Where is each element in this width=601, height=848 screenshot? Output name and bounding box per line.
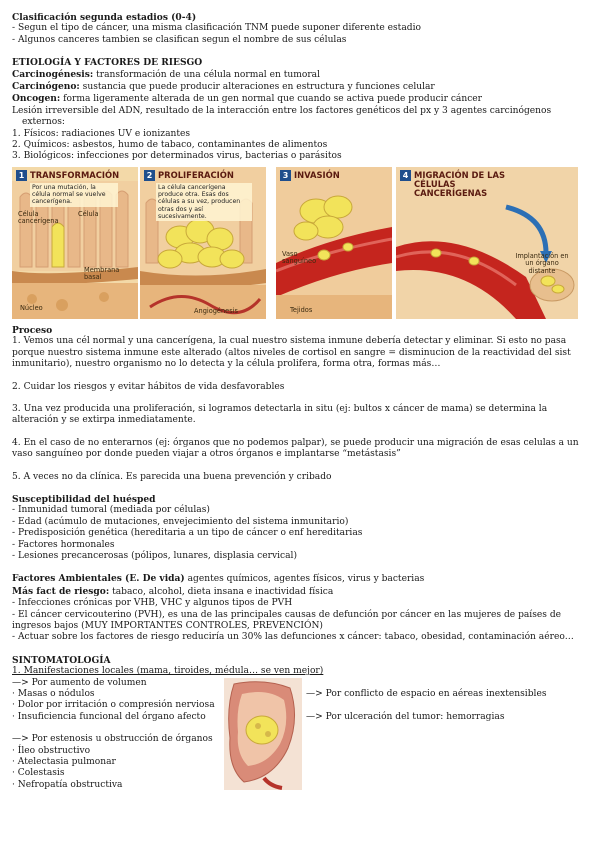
mas-factores [12, 586, 589, 598]
term-carcinogenesis: Carcinogénesis: [12, 68, 94, 80]
right-ulceracion: —> Por ulceración del tumor: hemorragias [306, 711, 505, 722]
proceso-line: 1. Vemos una cél normal y una cancerígena, la cual nuestro sistema inmune debería detectar y eliminar. Si esto no pasa [12, 336, 567, 347]
ambientales-item: ingresos bajos (MUY IMPORTANTES CONTROLES, PREVENCIÓN) [12, 621, 323, 631]
ambientales-item: - Actuar sobre los factores de riesgo reduciría un 30% las defunciones x cáncer: tabaco, obesidad, contaminación aéreo… [12, 632, 574, 643]
carcinogenesis-figure [12, 167, 578, 319]
panel-title: PROLIFERACIÓN [158, 169, 234, 180]
definition-carcinogenesis [12, 69, 589, 81]
organ-tumor-illustration [224, 678, 302, 790]
etiologia-title: ETIOLOGÍA Y FACTORES DE RIESGO [12, 57, 203, 69]
right-conflicto: —> Por conflicto de espacio en aéreas inextensibles [306, 689, 547, 700]
term-mas-riesgo: Más fact de riesgo: [12, 585, 110, 597]
panel-title: INVASIÓN [294, 169, 340, 180]
def-carcinogeno: sustancia que puede producir alteraciones en estructura y funciones celular [79, 82, 435, 93]
obstruction-item: · Íleo obstructivo [12, 745, 91, 756]
local-item: · Insuficiencia funcional del órgano afecto [12, 711, 206, 722]
proceso-line: 4. En el caso de no enterarnos (ej: órganos que no podemos palpar), se puede producir una migración de esas celulas a un [12, 437, 579, 448]
agent-item: 3. Biológicos: infecciones por determinados virus, bacterias o parásitos [12, 151, 342, 162]
term-oncogen: Oncogen: [12, 93, 61, 105]
panel-number: 4 [400, 170, 411, 181]
panel-caption: La célula cancerígena produce otra. Esas dos células a su vez, producen otras dos y así sucesivamente. [156, 183, 252, 221]
arrow-estenosis: —> Por estenosis u obstrucción de órganos [12, 734, 213, 745]
susceptibilidad-item: - Factores hormonales [12, 539, 115, 550]
obstruction-item: · Atelectasia pulmonar [12, 757, 116, 768]
definition-oncogen [12, 93, 589, 105]
sintomatologia-title: SINTOMATOLOGÍA [12, 654, 111, 666]
proceso-line: inmunitario), nuestro organismo no lo detecta y la célula prolifera, forma otra, formas más… [12, 359, 441, 370]
label-cell: Célula [78, 209, 99, 218]
obstruction-item: · Colestasis [12, 768, 65, 779]
susceptibilidad-title: Susceptibilidad del huésped [12, 493, 156, 505]
lesion-line: Lesión irreversible del ADN, resultado de la interacción entre los factores genéticos del px y 3 agentes carcinógenos [12, 105, 552, 116]
clasificacion-title: Clasificación segunda estadios (0-4) [12, 12, 197, 23]
panel-transformacion [12, 167, 138, 319]
term-carcinogeno: Carcinógeno: [12, 81, 80, 93]
label-implant: Implantación en un órgano distante [515, 251, 569, 275]
label-tissue: Tejidos [290, 305, 313, 314]
panel-invasion [276, 167, 392, 319]
susceptibilidad-item: - Predisposición genética (hereditaria a un tipo de cáncer o enf hereditarias [12, 528, 363, 539]
obstruction-item: · Nefropatía obstructiva [12, 779, 123, 790]
proceso-title: Proceso [12, 324, 53, 336]
ambientales-item: - Infecciones crónicas por VHB, VHC y algunos tipos de PVH [12, 598, 293, 609]
panel-caption: Por una mutación, la célula normal se vuelve cancerígena. [30, 183, 118, 207]
panel-number: 1 [16, 170, 27, 181]
susceptibilidad-item: - Inmunidad tumoral (mediada por células) [12, 505, 210, 516]
panel-proliferacion [140, 167, 266, 319]
label-vessel: Vaso sanguíneo [282, 249, 317, 266]
proceso-line: 5. A veces no da clínica. Es parecida una buena prevención y cribado [12, 471, 332, 482]
proceso-line: 2. Cuidar los riesgos y evitar hábitos de vida desfavorables [12, 381, 285, 392]
sintomatologia-block [12, 678, 589, 792]
panel-title: TRANSFORMACIÓN [30, 169, 120, 180]
invasion-illustration [276, 167, 392, 319]
agent-item: 2. Químicos: asbestos, humo de tabaco, contaminantes de alimentos [12, 140, 328, 151]
local-item: · Masas o nódulos [12, 689, 95, 700]
label-nucleus: Núcleo [20, 303, 43, 312]
def-mas-riesgo: tabaco, alcohol, dieta insana e inactividad física [109, 586, 334, 597]
proceso-line: porque nuestro sistema inmune este alterado (altos niveles de cortisol en sangre = disminucion de la reactividad del sist [12, 347, 571, 358]
proceso-line: 3. Una vez producida una proliferación, si logramos detectarla in situ (ej: bultos x cáncer de mama) se determina la [12, 403, 548, 414]
panel-migracion [396, 167, 578, 319]
panel-title: MIGRACIÓN DE LAS CÉLULAS CANCERÍGENAS [414, 169, 506, 198]
sintomatologia-subtitle: 1. Manifestaciones locales (mama, tiroides, médula… se ven mejor) [12, 666, 324, 677]
susceptibilidad-item: - Lesiones precancerosas (pólipos, lunares, displasia cervical) [12, 550, 297, 561]
def-ambientales: agentes químicos, agentes físicos, virus y bacterias [184, 574, 425, 585]
def-oncogen: forma ligeramente alterada de un gen normal que cuando se activa puede producir cáncer [60, 94, 483, 105]
def-carcinogenesis: transformación de una célula normal en tumoral [93, 69, 320, 80]
ambientales-item: - El cáncer cervicouterino (PVH), es una de las principales causas de defunción por cáncer en las mujeres de países de [12, 609, 562, 620]
clasificacion-line: - Segun el tipo de cáncer, una misma clasificación TNM puede suponer diferente estadio [12, 23, 421, 34]
factores-ambientales [12, 573, 589, 585]
lesion-line: externos: [22, 117, 65, 128]
local-item: · Dolor por irritación o compresión nerviosa [12, 700, 215, 711]
label-cancer-cell: Célula cancerígena [18, 209, 59, 226]
panel-number: 3 [280, 170, 291, 181]
label-angiogenesis: Angiogénesis [194, 306, 238, 315]
proceso-line: vaso sanguíneo por donde pueden viajar a otros órganos e implantarse “metástasis” [12, 449, 401, 460]
definition-carcinogeno [12, 81, 589, 93]
clasificacion-line: - Algunos canceres tambien se clasifican segun el nombre de sus células [12, 34, 347, 45]
label-membrane: Membrana basal [84, 265, 120, 282]
susceptibilidad-item: - Edad (acúmulo de mutaciones, envejecimiento del sistema inmunitario) [12, 516, 349, 527]
panel-number: 2 [144, 170, 155, 181]
term-ambientales: Factores Ambientales (E. De vida) [12, 573, 185, 585]
agent-item: 1. Físicos: radiaciones UV e ionizantes [12, 128, 191, 139]
proceso-line: alteración y se extirpa inmediatamente. [12, 415, 196, 426]
arrow-volumen: —> Por aumento de volumen [12, 677, 147, 688]
